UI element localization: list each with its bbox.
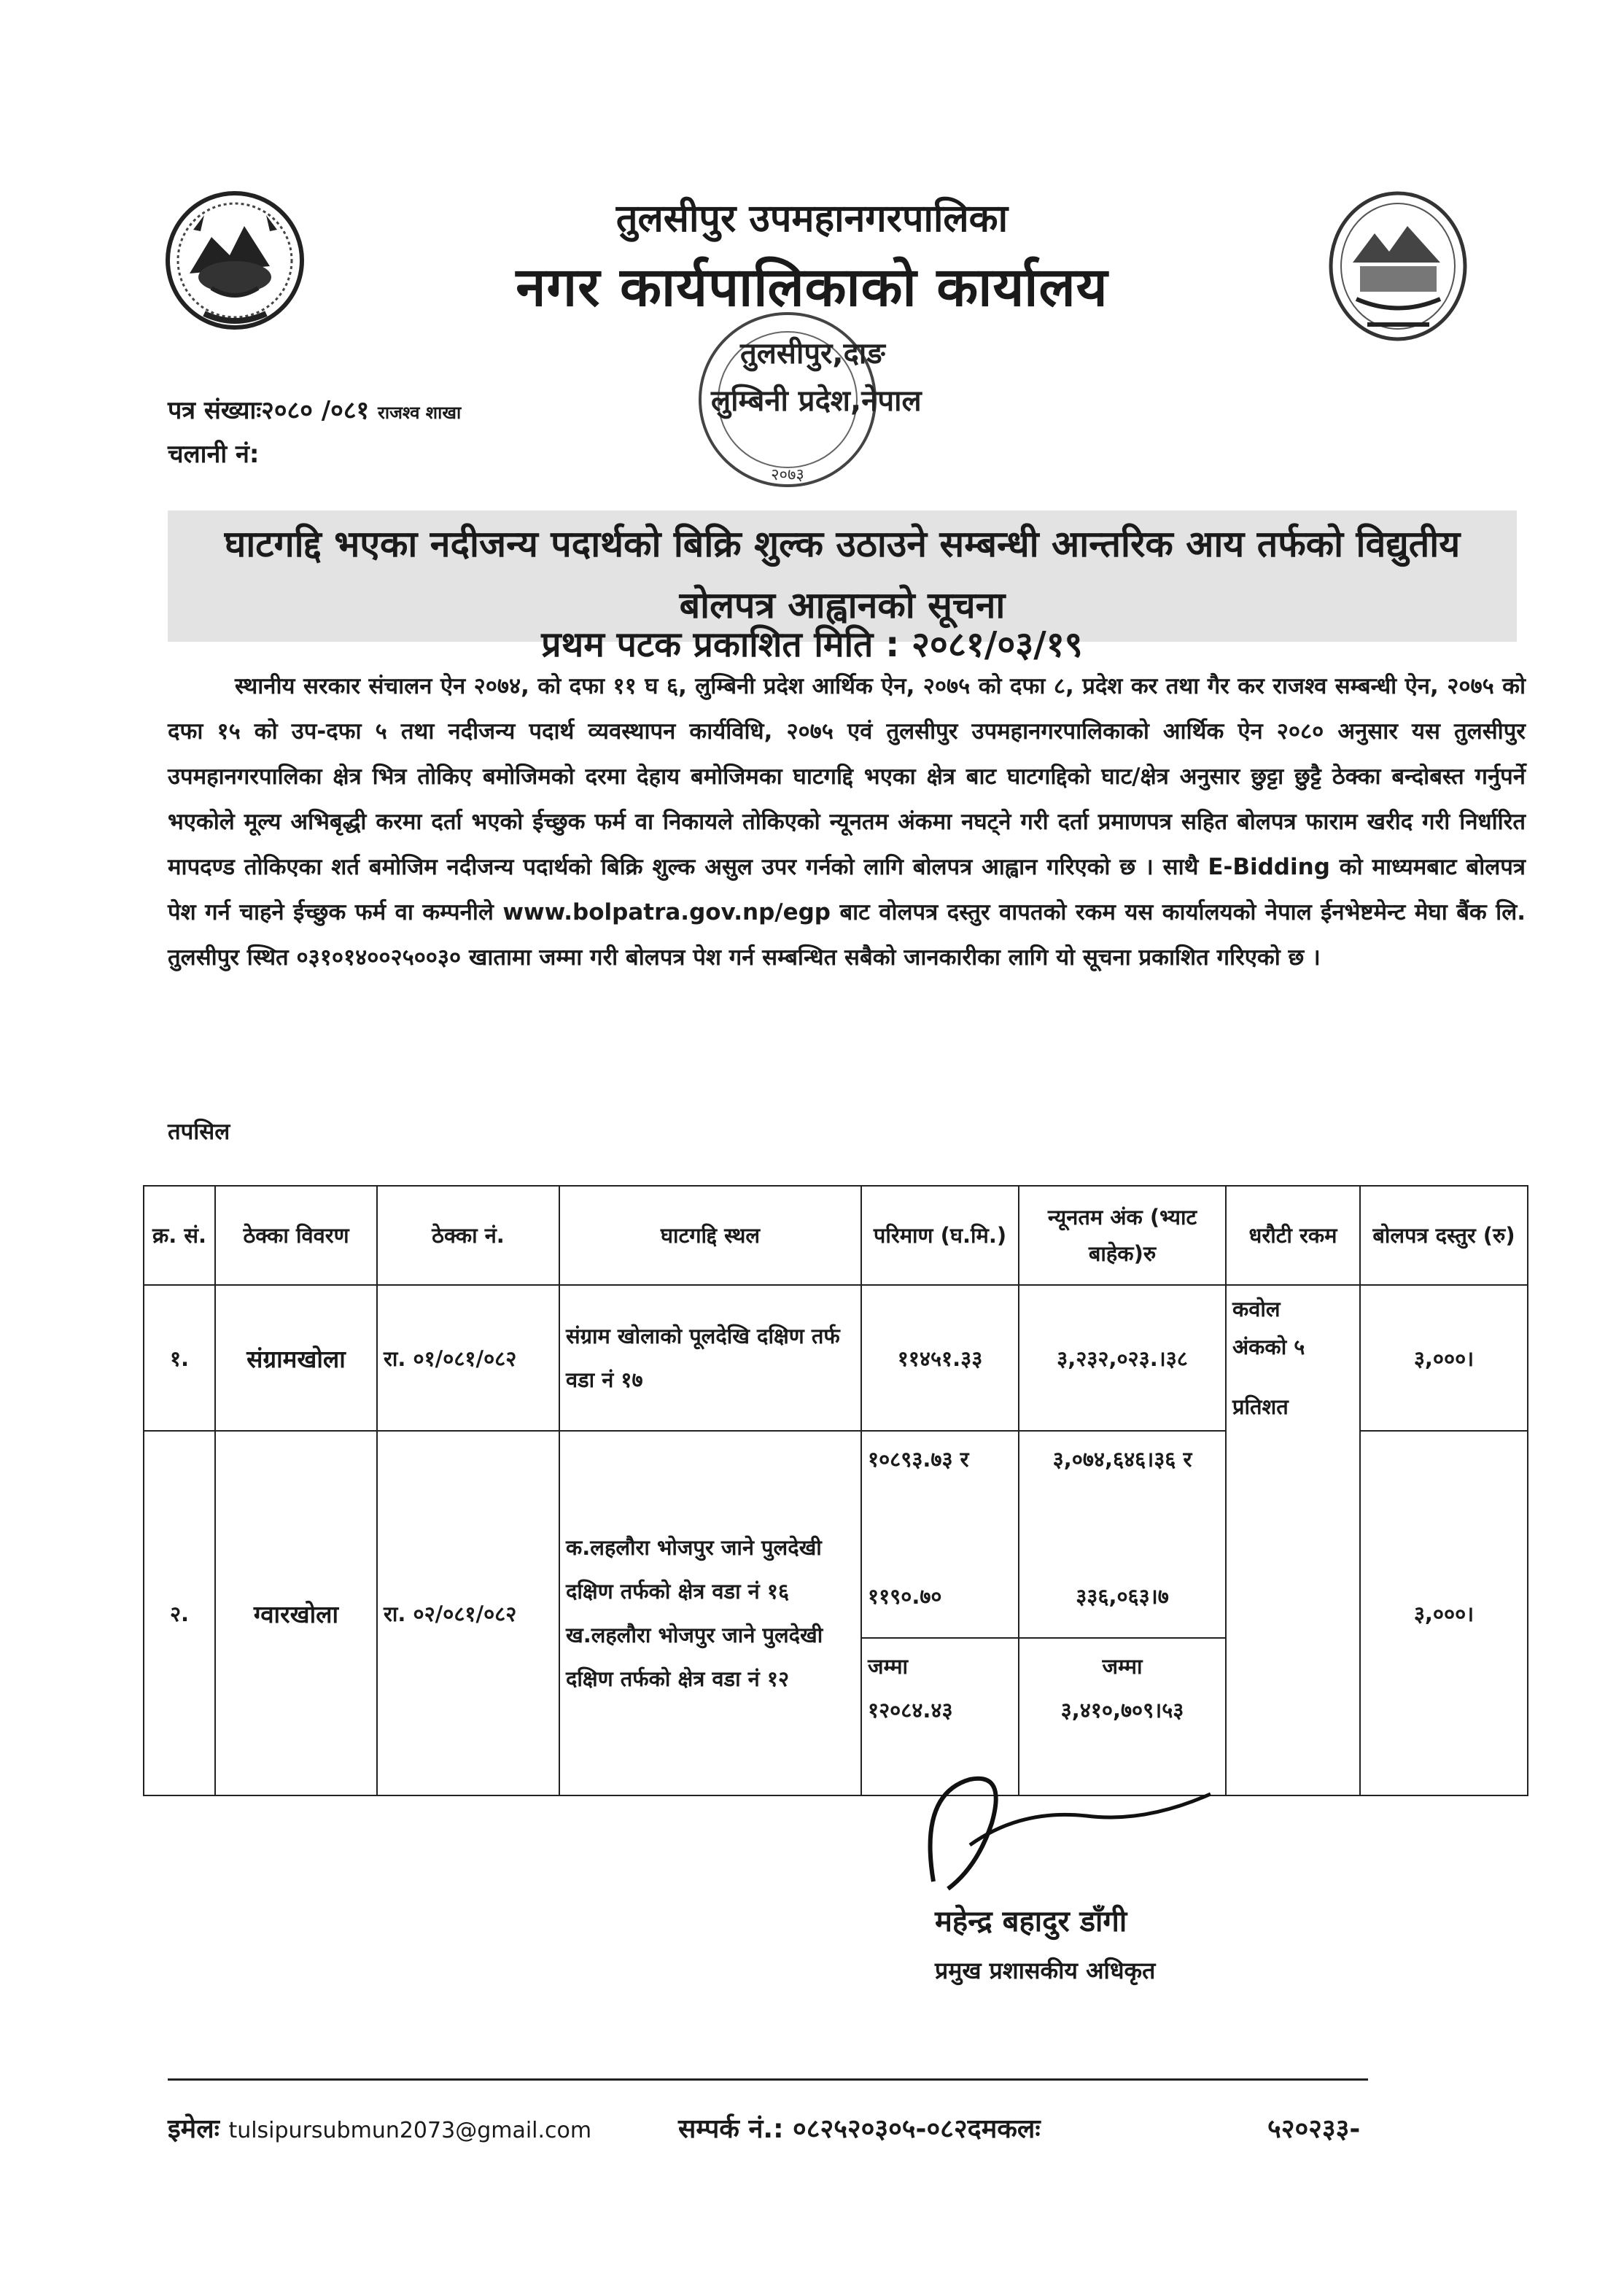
row2-min-amount-top <box>1019 1432 1225 1639</box>
dispatch-number: चलानी नं: <box>168 440 260 469</box>
deposit-line-3: प्रतिशत <box>1232 1394 1289 1419</box>
notice-body: स्थानीय सरकार संचालन ऐन २०७४, को दफा ११ घ ६, लुम्बिनी प्रदेश आर्थिक ऐन, २०७५ को दफा ८, प्रदेश कर तथा गैर कर राजश्व सम्बन्धी ऐन, २०७५ को दफा १५ को उप-दफा ५ तथा नदीजन्य पदार्थ व्यवस्थापन कार्यविधि, २०७५ एवं तुलसीपुर उपमहानगरपालिकाको आर्थिक ऐन २०८० अनुसार यस तुलसीपुर उपमहानगरपालिका क्षेत्र भित्र तोकिए बमोजिमको दरमा देहाय बमोजिमका घाटगद्दि भएका क्षेत्र बाट घाटगद्दिको घाट/क्षेत्र अनुसार छुट्टा छुट्टै ठेक्का बन्दोबस्त गर्नुपर्ने भएकोले मूल्य अभिबृद्धी करमा दर्ता भएको ईच्छुक फर्म वा निकायले तोकिएको न्यूनतम अंकमा नघट्ने गरी दर्ता प्रमाणपत्र सहित बोलपत्र फाराम खरीद गरी निर्धारित मापदण्ड तोकिएका शर्त बमोजिम नदीजन्य पदार्थको बिक्रि शुल्क असुल उपर गर्नको लागि बोलपत्र आह्वान गरिएको छ । साथै E-Bidding को माध्यमबाट बोलपत्र पेश गर्न चाहने ईच्छुक फर्म वा कम्पनीले www.bolpatra.gov.np/egp बाट वोलपत्र दस्तुर वापतको रकम यस कार्यालयको नेपाल ईनभेष्टमेन्ट मेघा बैंक लि. तुलसीपुर स्थित ०३१०१४००२५००३० खातामा जम्मा गरी बोलपत्र पेश गर्न सम्बन्धित सबैको जानकारीका लागि यो सूचना प्रकाशित गरिएको छ । <box>168 673 1526 971</box>
address-line-2: लुम्बिनी प्रदेश,नेपाल <box>711 384 922 418</box>
header-location: घाटगद्दि स्थल <box>559 1186 861 1285</box>
row2-min-amount-a: ३,०७४,६४६।३६ र <box>1052 1447 1192 1472</box>
row2-quantity-total-block <box>862 1639 1018 1738</box>
row2-contract-no: रा. ०२/०८१/०८२ <box>377 1431 559 1795</box>
section-name: राजश्व शाखा <box>378 403 462 423</box>
row1-min-amount: ३,२३२,०२३.।३८ <box>1019 1285 1226 1431</box>
header-quantity: परिमाण (घ.मि.) <box>861 1186 1019 1285</box>
row2-quantity-a: १०८९३.७३ र <box>868 1447 969 1472</box>
row2-quantity-total-label: जम्मा <box>868 1654 909 1679</box>
row2-min-amount-b: ३३६,०६३।७ <box>1076 1584 1169 1609</box>
header-deposit: धरौटी रकम <box>1226 1186 1360 1285</box>
row2-min-amount-total-label: जम्मा <box>1102 1654 1143 1679</box>
schedule-label: तपसिल <box>168 1119 230 1145</box>
footer-divider <box>168 2078 1368 2081</box>
letter-number-value: पत्र संख्याः२०८० /०८१ <box>168 396 370 425</box>
notice-subject-line-2: बोलपत्र आह्वानको सूचना <box>679 584 1006 626</box>
row2-min-amount-cell <box>1019 1431 1226 1795</box>
header-contract-no: ठेक्का नं. <box>377 1186 559 1285</box>
footer-contact: सम्पर्क नं.: ०८२५२०३०५-०८२दमकलः <box>678 2114 1041 2144</box>
row1-sn: १. <box>144 1285 215 1431</box>
row2-sn: २. <box>144 1431 215 1795</box>
handwritten-signature <box>904 1765 1225 1896</box>
row2-bid-fee: ३,०००। <box>1360 1431 1528 1795</box>
footer-email <box>168 2110 591 2146</box>
row2-location-b: ख.लहलौरा भोजपुर जाने पुलदेखी दक्षिण तर्फको क्षेत्र वडा नं १२ <box>566 1623 823 1691</box>
office-name: नगर कार्यपालिकाको कार्यालय <box>516 256 1108 319</box>
publish-date: प्रथम पटक प्रकाशित मिति : २०८१/०३/१९ <box>541 624 1083 665</box>
deposit-line-1: कवोल <box>1232 1297 1281 1321</box>
signatory-title: प्रमुख प्रशासकीय अधिकृत <box>935 1957 1156 1984</box>
deposit-line-2: अंकको ५ <box>1232 1335 1305 1359</box>
email-label: इमेलः <box>168 2114 219 2144</box>
row2-location <box>559 1431 861 1795</box>
municipality-name: तुलसीपुर उपमहानगरपालिका <box>615 197 1009 241</box>
signatory-name: महेन्द्र बहादुर डाँगी <box>935 1904 1127 1938</box>
email-address: tulsipursubmun2073@gmail.com <box>228 2118 592 2143</box>
table-row <box>144 1285 1528 1431</box>
deposit-cell <box>1226 1285 1360 1795</box>
row2-quantity-total: १२०८४.४३ <box>868 1698 953 1723</box>
row1-contract-no: रा. ०१/०८१/०८२ <box>377 1285 559 1431</box>
row1-quantity: ११४५१.३३ <box>861 1285 1019 1431</box>
svg-text:२०७३: २०७३ <box>771 466 804 484</box>
header-description: ठेक्का विवरण <box>215 1186 377 1285</box>
footer-fire-number: ५२०२३३- <box>1267 2114 1361 2144</box>
row2-quantity-b: ११९०.७० <box>868 1584 942 1609</box>
row1-location: संग्राम खोलाको पूलदेखि दक्षिण तर्फ वडा नं १७ <box>559 1285 861 1431</box>
header-bid-fee: बोलपत्र दस्तुर (रु) <box>1360 1186 1528 1285</box>
header-min-amount: न्यूनतम अंक (भ्याट बाहेक)रु <box>1019 1186 1226 1285</box>
tender-table <box>143 1185 1528 1796</box>
row2-min-amount-total-block <box>1019 1639 1225 1738</box>
row2-location-a: क.लहलौरा भोजपुर जाने पुलदेखी दक्षिण तर्फको क्षेत्र वडा नं १६ <box>566 1535 822 1604</box>
row2-description: ग्वारखोला <box>215 1431 377 1795</box>
row1-bid-fee: ३,०००। <box>1360 1285 1528 1431</box>
notice-subject-line-1: घाटगद्दि भएका नदीजन्य पदार्थको बिक्रि शुल्क उठाउने सम्बन्धी आन्तरिक आय तर्फको विद्युतीय <box>224 523 1461 565</box>
row1-description: संग्रामखोला <box>215 1285 377 1431</box>
row2-quantity-top <box>862 1432 1018 1639</box>
address-line-1: तुलसीपुर,दाङ <box>740 337 885 370</box>
letter-number <box>168 392 461 426</box>
row2-quantity-cell <box>861 1431 1019 1795</box>
header-sn: क्र. सं. <box>144 1186 215 1285</box>
row2-min-amount-total: ३,४१०,७०९।५३ <box>1060 1698 1184 1723</box>
table-header-row <box>144 1186 1528 1285</box>
